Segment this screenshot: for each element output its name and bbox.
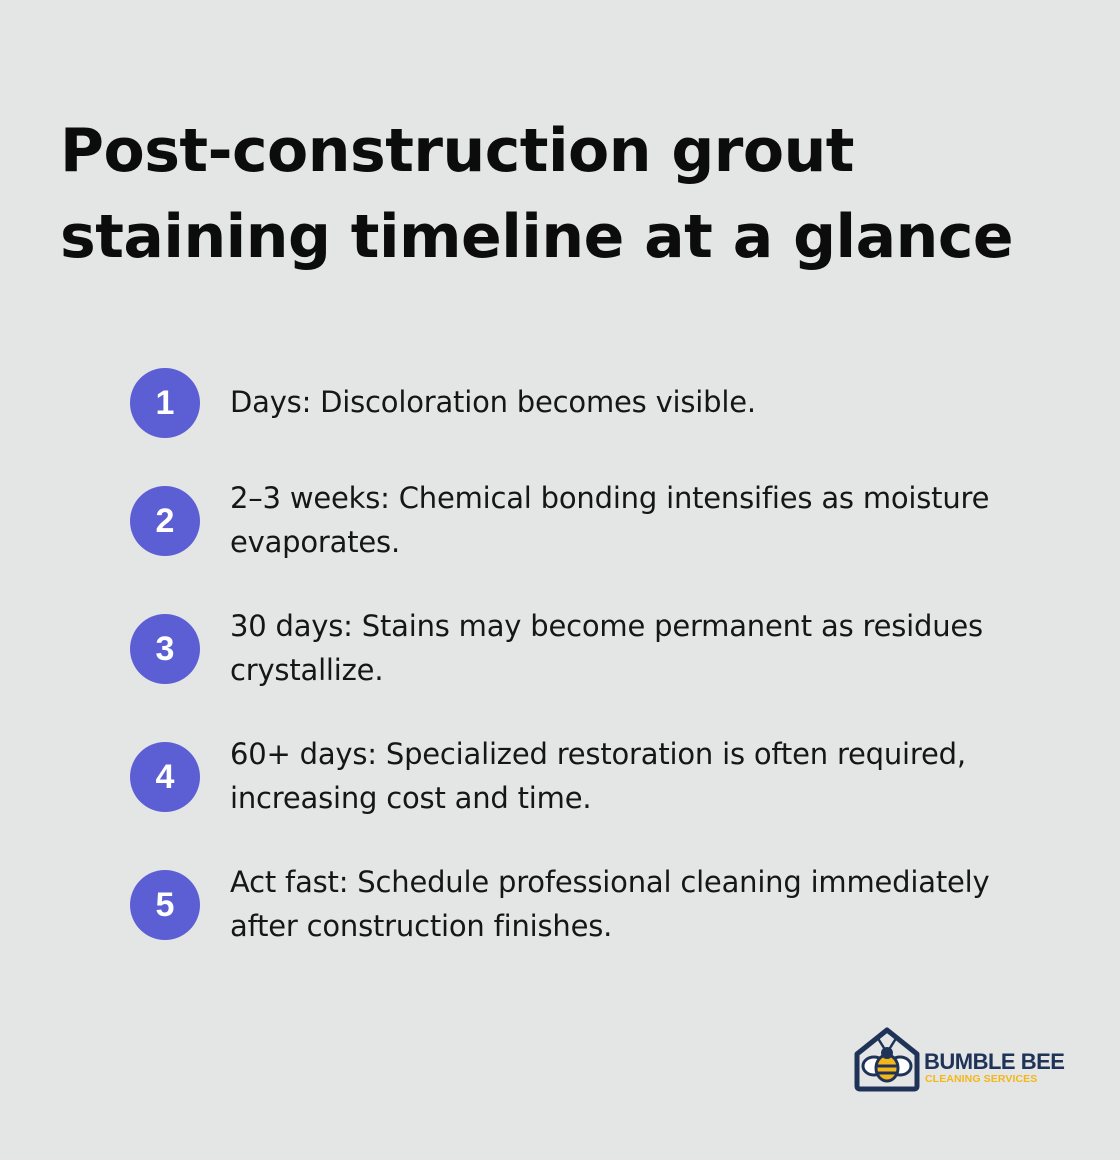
step-text: Days: Discoloration becomes visible. — [230, 385, 756, 419]
title-line-1: Post-construction grout — [60, 116, 854, 186]
step-number-badge: 4 — [130, 742, 200, 812]
step-text: 30 days: Stains may become permanent as residues crystallize. — [230, 609, 983, 687]
title-line-2: staining timeline at a glance — [60, 202, 1014, 272]
brand-logo — [852, 1026, 1065, 1092]
step-number-badge: 5 — [130, 870, 200, 940]
brand-name: BUMBLE BEE — [924, 1049, 1065, 1074]
brand-tagline: CLEANING SERVICES — [925, 1073, 1038, 1085]
step-text: Act fast: Schedule professional cleaning immediately after construction finishes. — [230, 865, 990, 943]
step-number-badge: 1 — [130, 368, 200, 438]
step-number-badge: 3 — [130, 614, 200, 684]
page-title — [60, 108, 1060, 280]
bee-house-icon — [852, 1026, 922, 1092]
step-number-badge: 2 — [130, 486, 200, 556]
step-text: 60+ days: Specialized restoration is often required, increasing cost and time. — [230, 737, 966, 815]
step-text: 2–3 weeks: Chemical bonding intensifies as moisture evaporates. — [230, 481, 990, 559]
